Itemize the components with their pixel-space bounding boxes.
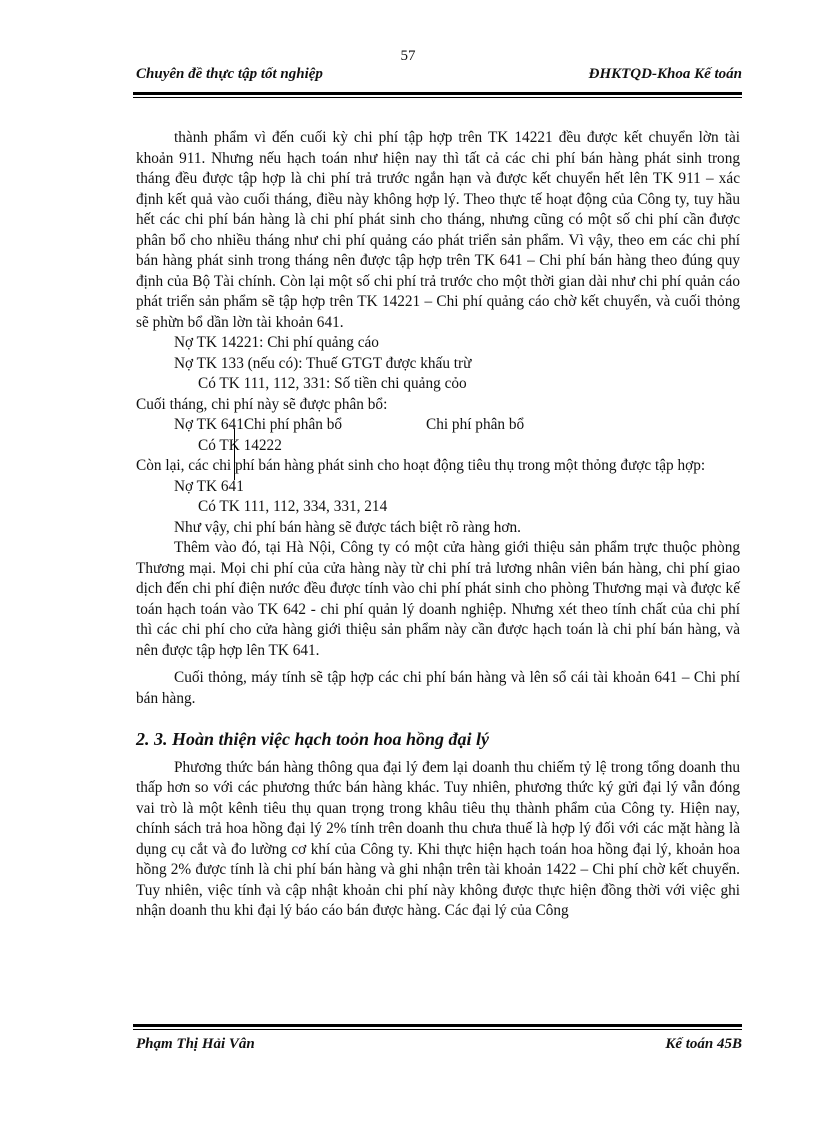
journal-entry-debit-14221: Nợ TK 14221: Chi phí quảng cáo: [174, 334, 379, 351]
journal-entry-credit-111: Có TK 111, 112, 331: Số tiền chi quảng cỏo: [198, 375, 467, 392]
cursor-line: [234, 428, 235, 480]
paragraph-3: Như vậy, chi phí bán hàng sẽ được tách biệt rõ ràng hơn.: [174, 518, 521, 536]
section-heading: 2. 3. Hoàn thiện việc hạch toỏn hoa hồng đại lý: [136, 729, 490, 749]
header-institution: ĐHKTQD-Khoa Kế toán: [588, 66, 742, 82]
journal-entry-debit-133: Nợ TK 133 (nếu có): Thuế GTGT được khấu trừ: [174, 354, 472, 372]
journal-entry-debit-641: [136, 415, 740, 436]
paragraph-1: thành phẩm vì đến cuối kỳ chi phí tập hợp trên TK 14221 đều được kết chuyển lờn tài khoản 911. Nhưng nếu hạch toán như hiện nay thì tất cả các chi phí bán hàng phát sinh trong tháng đều được tập hợp là chi phí trả trước ngắn hạn và được kết chuyển hết lên TK 911 – xác định kết quả vào cuối tháng, điều này không hợp lý. Theo thực tế hoạt động của Công ty, tuy hầu hết các chi phí bán hàng là chi phí phát sinh cho tháng, nhưng cũng có một số chi phí cần được phân bổ cho nhiều tháng như chi phí quảng cáo phát triển sản phẩm. Vì vậy, theo em các chi phí bán hàng phát sinh trong tháng nên được tập hợp trên TK 641 – Chi phí bán hàng theo đúng quy định của Bộ Tài chính. Còn lại một số chi phí trả trước cho một thời gian dài như chi phí quản cáo phát triển sản phẩm sẽ tập hợp trên TK 14221 – Chi phí quảng cáo chờ kết chuyển, và cuối thỏng sẽ phừn bổ dần lờn tài khoản 641.: [136, 129, 740, 331]
page-number: 57: [400, 48, 416, 64]
entry-label: Nợ TK 641Chi phí phân bổ: [174, 416, 342, 433]
journal-entry-credit-14222: Có TK 14222: [198, 436, 282, 454]
document-body: [136, 128, 740, 922]
entry-allocation-note: Chi phí phân bổ: [426, 416, 525, 433]
paragraph-2: Còn lại, các chi phí bán hàng phát sinh cho hoạt động tiêu thụ trong một thỏng được tập hợp:: [136, 457, 706, 474]
journal-entry-credit-111-b: Có TK 111, 112, 334, 331, 214: [198, 498, 388, 515]
journal-entry-debit-641-b: Nợ TK 641: [174, 477, 244, 495]
footer-rule: [133, 1024, 742, 1030]
paragraph-4: Thêm vào đó, tại Hà Nội, Công ty có một cửa hàng giới thiệu sản phẩm trực thuộc phòng Thương mại. Mọi chi phí của cửa hàng này từ chi phí trả lương nhân viên bán hàng, chi phí giao dịch đến chi phí điện nước đều được tính vào chi phí phát sinh cho phòng Thương mại và được kế toán hạch toán vào TK 642 - chi phí quản lý doanh nghiệp. Nhưng xét theo tính chất của chi phí thì các chi phí cho cửa hàng giới thiệu sản phẩm này cần được hạch toán là chi phí bán hàng, và nên được tập hợp lên TK 641.: [136, 539, 740, 659]
paragraph-5: Cuối thỏng, máy tính sẽ tập hợp các chi phí bán hàng và lên sổ cái tài khoản 641 – Chi phí bán hàng.: [136, 669, 740, 707]
footer-class: Kế toán 45B: [665, 1036, 742, 1052]
paragraph-6: Phương thức bán hàng thông qua đại lý đem lại doanh thu chiếm tỷ lệ trong tổng doanh thu thấp hơn so với các phương thức bán hàng khác. Tuy nhiên, phương thức ký gửi đại lý vẫn đóng vai trò là một kênh tiêu thụ quan trọng trong khâu tiêu thụ thành phẩm của Công ty. Hiện nay, chính sách trả hoa hồng đại lý 2% tính trên doanh thu chưa thuế là hợp lý đối với các mặt hàng là dụng cụ cắt và đo lường cơ khí của Công ty. Khi thực hiện hạch toán hoa hồng đại lý, khoản hoa hồng 2% được tính là chi phí bán hàng và ghi nhận trên tài khoản 1422 – Chi phí chờ kết chuyển. Tuy nhiên, việc tính và cập nhật khoản chi phí này không được thực hiện đồng thời với việc ghi nhận doanh thu khi đại lý báo cáo bán được hàng. Các đại lý của Công: [136, 758, 740, 919]
header-rule: [133, 92, 742, 98]
month-end-line: Cuối tháng, chi phí này sẽ được phân bổ:: [136, 395, 388, 413]
header-title: Chuyên đề thực tập tốt nghiệp: [136, 66, 323, 82]
page-header: [136, 66, 742, 88]
footer-author: Phạm Thị Hải Vân: [136, 1036, 255, 1052]
